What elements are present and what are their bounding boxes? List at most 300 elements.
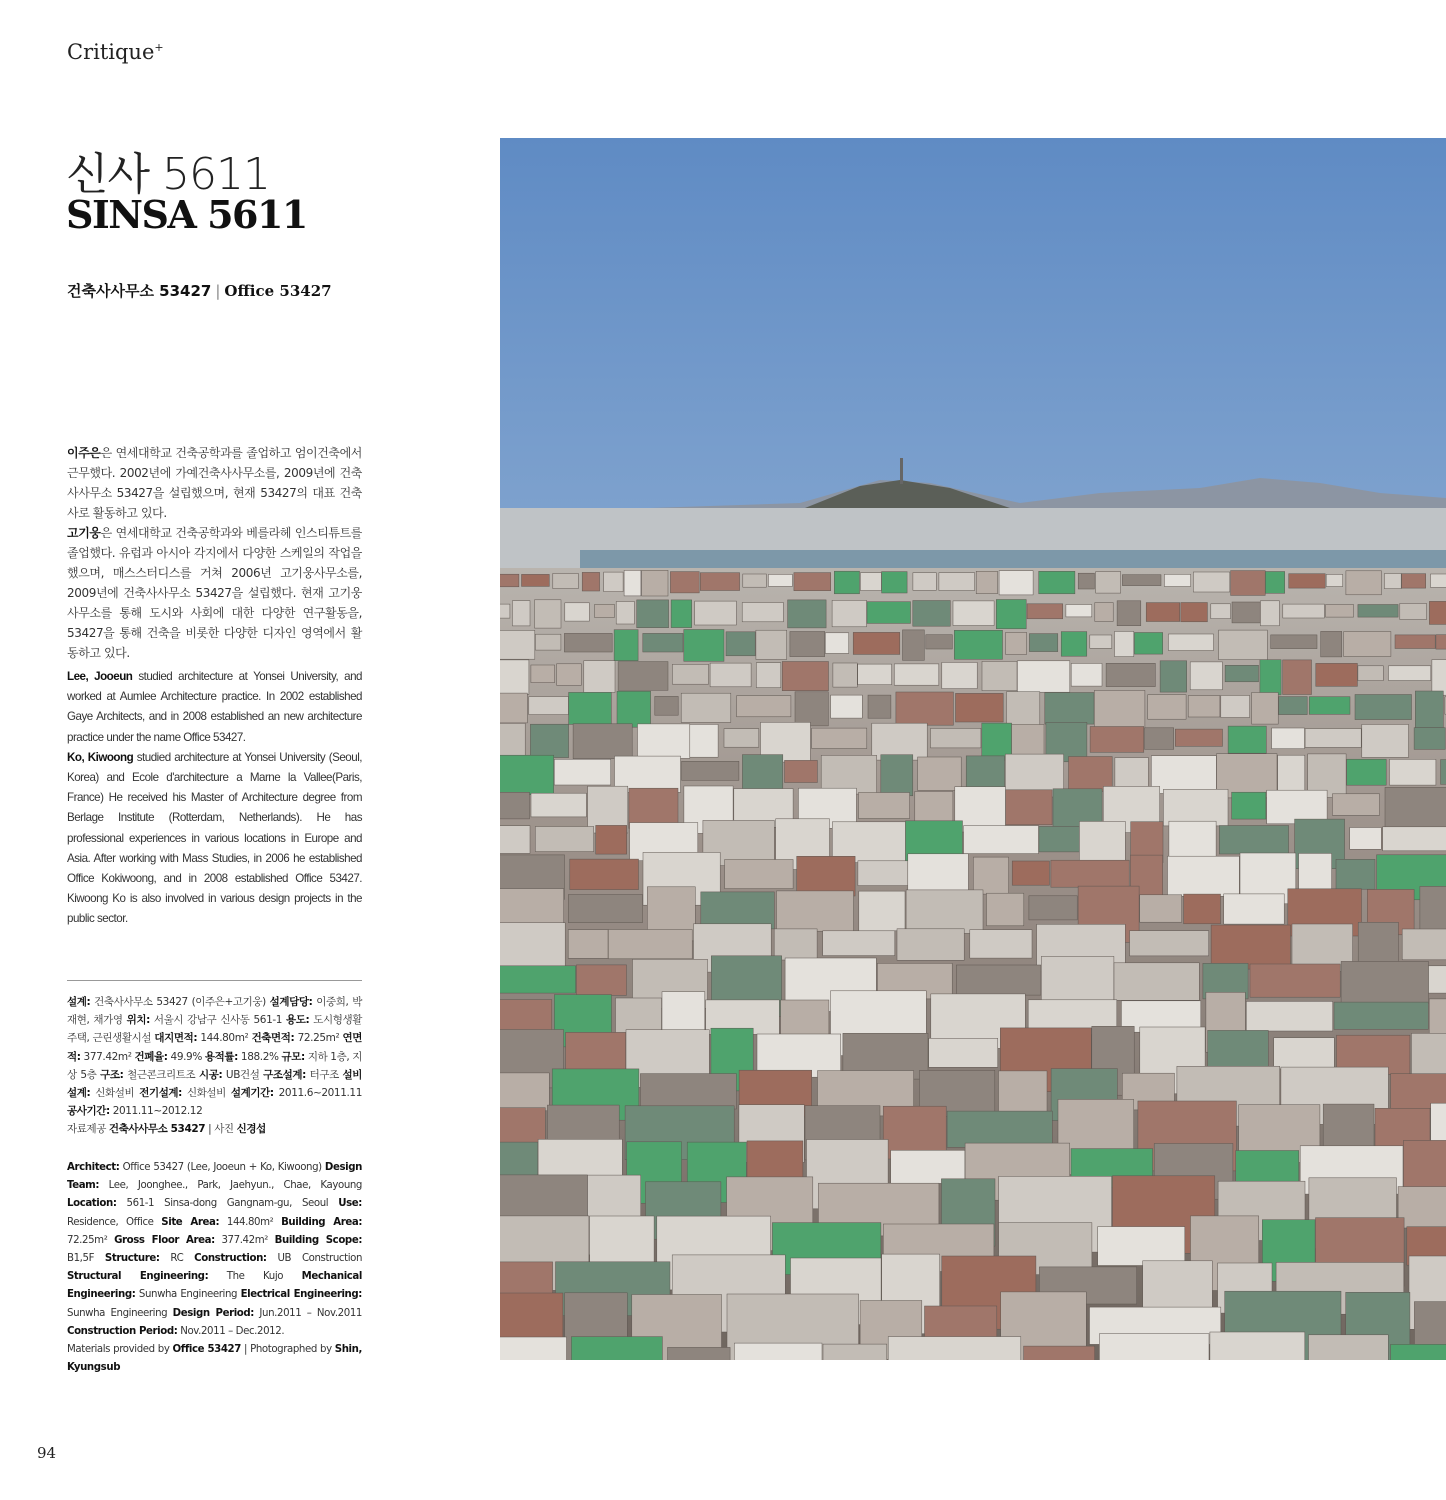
credit-value: 이중희, 박재현, 채가영: [67, 996, 362, 1027]
building: [1305, 729, 1361, 748]
building: [1190, 662, 1222, 690]
bio-paragraph: 고기웅은 연세대학교 건축공학과와 베를라헤 인스티튜트를 졸업했다. 유럽과 아시아 각지에서 다양한 스케일의 작업을 했으며, 매스스터디스를 거쳐 2006년 고기웅사무소를, 2009년에 건축사사무소 53427을 설립했다. 현재 고기웅사무소를 통해 도시와 사회에 대한 다양한 연구활동을, 53427을 통해 건축을 비롯한 다양한 디자인 영역에서 활동하고 있다.: [67, 526, 362, 660]
credit-value: 377.42m²: [80, 1050, 135, 1063]
credit-label: 설비설계:: [67, 1068, 363, 1100]
building: [795, 692, 828, 726]
credit-value: 신화설비: [90, 1087, 140, 1100]
building: [1432, 660, 1446, 696]
building: [500, 826, 530, 854]
title-english: SINSA 5611: [66, 192, 307, 237]
building: [996, 600, 1026, 629]
building: [794, 573, 831, 591]
credit-label: Building Area:: [281, 1216, 363, 1228]
building: [1390, 759, 1436, 785]
building: [1098, 1227, 1185, 1266]
building: [1398, 1187, 1446, 1228]
building: [956, 693, 1004, 722]
building: [684, 630, 724, 662]
credit-value: 144.80m²: [219, 1216, 282, 1228]
credit-value: 72.25m²: [67, 1234, 115, 1246]
building: [1039, 826, 1080, 852]
building: [1415, 691, 1443, 728]
building: [1232, 602, 1260, 623]
building: [1078, 573, 1094, 589]
credit-value: The Kujo: [208, 1271, 302, 1283]
building: [1267, 790, 1327, 824]
building: [1099, 1334, 1209, 1360]
credits-source: 자료제공 건축사사무소 53427 | 사진 신경섭: [67, 1123, 266, 1136]
bio-name: 고기웅: [67, 526, 101, 540]
building: [891, 1150, 965, 1183]
building: [1219, 630, 1268, 660]
building: [570, 859, 639, 890]
building: [576, 965, 626, 995]
firm-name: [67, 280, 332, 301]
building: [929, 1038, 998, 1067]
building: [1164, 574, 1190, 586]
building: [582, 572, 599, 591]
credit-label: 규모:: [281, 1050, 305, 1063]
credit-label: 연면적:: [67, 1032, 362, 1063]
building: [1029, 896, 1077, 920]
building: [500, 574, 519, 587]
building: [1429, 966, 1446, 993]
building: [1260, 601, 1279, 626]
divider: [67, 980, 362, 981]
building: [915, 791, 953, 821]
building: [690, 724, 718, 757]
building: [1332, 794, 1379, 816]
building: [812, 728, 867, 748]
credit-label: 건축면적:: [251, 1032, 295, 1045]
page-number: 94: [37, 1444, 57, 1462]
building: [882, 572, 908, 593]
building: [1061, 632, 1087, 657]
building: [942, 662, 977, 688]
building: [1225, 665, 1258, 682]
building: [1006, 790, 1053, 825]
building: [1279, 697, 1308, 715]
building: [964, 826, 1039, 854]
credit-value: 2011.6~2011.11: [273, 1087, 362, 1100]
building: [1146, 603, 1180, 622]
building: [742, 603, 783, 622]
credit-label: 시공:: [198, 1068, 223, 1081]
building: [618, 662, 668, 691]
building: [987, 893, 1024, 926]
building: [1115, 758, 1149, 789]
credit-value: Residence, Office: [67, 1216, 162, 1228]
bio-paragraph: Ko, Kiwoong studied architecture at Yonsei University (Seoul, Korea) and Ecole d'architecture a Marne la Vallee(Paris, France) He received his Master of Architecture degree from Berlage Institute (Rotterdam, Netherlands). He has professional experiences in various locations in Europe and Asia. After working with Mass Studies, in 2006 he established Office Kokiwoong, and in 2008 established Office 53427. Kiwoong Ko is also involved in various design projects in the public sector.: [67, 750, 362, 926]
building: [1362, 724, 1409, 757]
credit-value: Sunwha Engineering: [67, 1307, 173, 1319]
building: [913, 573, 936, 591]
building: [595, 604, 615, 617]
building: [1309, 1335, 1389, 1360]
buildings: [500, 570, 1446, 1360]
credit-label: Architect:: [67, 1162, 120, 1173]
credit-value: 561-1 Sinsa-dong Gangnam-gu, Seoul: [116, 1198, 339, 1210]
building: [834, 571, 859, 594]
building: [522, 574, 550, 586]
building: [1400, 603, 1427, 619]
building: [859, 793, 910, 819]
building: [1168, 634, 1213, 651]
credit-label: Gross Floor Area:: [114, 1234, 215, 1246]
building: [1347, 759, 1387, 785]
credit-label: Construction Period:: [67, 1325, 178, 1337]
credit-value: Sunwha Engineering: [135, 1289, 241, 1301]
building: [1402, 574, 1426, 588]
building: [569, 692, 612, 724]
building: [695, 601, 737, 625]
building: [710, 663, 751, 687]
building: [1130, 931, 1209, 956]
building: [1429, 601, 1446, 624]
building: [774, 929, 817, 960]
building: [725, 860, 794, 889]
bio-korean: [67, 443, 362, 663]
building: [1106, 663, 1155, 686]
building: [1024, 1346, 1095, 1360]
building: [1140, 895, 1182, 922]
building: [858, 861, 908, 886]
credit-value: 서울시 강남구 신사동 561-1: [149, 1014, 287, 1027]
building: [642, 570, 668, 596]
credit-label: Construction:: [194, 1253, 267, 1265]
building: [1134, 633, 1162, 655]
credit-value: 건축사사무소 53427 (이주은+고기웅): [90, 996, 270, 1008]
building: [1383, 827, 1446, 851]
credit-value: 2011.11~2012.12: [109, 1105, 203, 1118]
building: [833, 663, 857, 687]
building: [1096, 572, 1121, 594]
building: [1027, 604, 1063, 619]
credit-label: Location:: [67, 1198, 117, 1210]
credit-value: 49.9%: [167, 1050, 205, 1063]
building: [896, 692, 954, 725]
building: [535, 634, 561, 650]
credit-label: Structure:: [104, 1253, 160, 1265]
credit-value: Office 53427 (Lee, Jooeun + Ko, Kiwoong): [119, 1162, 325, 1173]
building: [1334, 1002, 1428, 1029]
building: [1346, 571, 1382, 595]
building: [1151, 756, 1216, 794]
credit-label: 구조:: [100, 1068, 124, 1081]
credit-label: Use:: [338, 1198, 362, 1210]
building: [859, 891, 905, 931]
building: [1228, 726, 1266, 753]
credit-value: 지하 1층, 지상 5층: [67, 1050, 363, 1081]
bio-english: [67, 667, 362, 930]
building: [1188, 696, 1220, 717]
building: [1221, 695, 1250, 717]
credit-label: 위치:: [126, 1014, 150, 1027]
building: [999, 571, 1033, 595]
building: [531, 793, 586, 817]
credit-value: Nov.2011 – Dec.2012.: [177, 1325, 285, 1337]
building: [557, 664, 582, 686]
building: [881, 755, 913, 796]
credits-source: Materials provided by Office 53427 | Photographed by Shin, Kyungsub: [67, 1344, 362, 1374]
credit-value: UB Construction: [266, 1253, 363, 1265]
building: [1389, 666, 1431, 681]
building: [1007, 692, 1040, 726]
credit-label: 전기설계:: [139, 1087, 182, 1100]
building: [1175, 729, 1222, 746]
building: [897, 929, 964, 961]
building: [1316, 663, 1358, 686]
credit-label: 설계:: [67, 996, 91, 1008]
building: [617, 691, 651, 727]
building: [1006, 632, 1027, 654]
bio-name: Ko, Kiwoong: [67, 750, 134, 764]
building: [604, 572, 623, 592]
building: [1336, 859, 1375, 889]
building: [1358, 605, 1398, 618]
building: [1231, 571, 1266, 596]
credit-value: 철근콘크리트조: [123, 1068, 199, 1081]
building: [1211, 604, 1231, 619]
building: [737, 696, 791, 717]
building: [903, 630, 925, 660]
building: [1326, 574, 1343, 586]
credit-value: 터구조: [305, 1068, 343, 1081]
building: [788, 600, 827, 628]
building: [529, 697, 569, 715]
credits-list: [67, 993, 362, 1120]
building: [512, 601, 530, 626]
building: [1391, 1344, 1446, 1360]
building: [1350, 828, 1382, 850]
building: [1219, 826, 1288, 855]
building: [701, 892, 775, 929]
building: [1045, 693, 1094, 725]
building: [1289, 574, 1326, 588]
building: [1260, 660, 1281, 695]
building: [888, 1337, 1021, 1360]
photo-illustration: [500, 138, 1446, 1360]
building: [1395, 635, 1435, 649]
building: [1193, 572, 1230, 592]
building: [672, 664, 708, 684]
credit-value: 144.80m²: [197, 1032, 252, 1045]
building: [564, 633, 612, 652]
credit-value: 377.42m²: [214, 1234, 275, 1246]
building: [1402, 929, 1446, 960]
building: [640, 1074, 736, 1109]
credit-label: 용적률:: [204, 1050, 238, 1063]
building: [926, 635, 953, 649]
building: [682, 761, 739, 780]
building: [565, 603, 590, 621]
building: [1344, 632, 1391, 657]
building: [1122, 575, 1161, 586]
building: [535, 600, 562, 628]
building: [1326, 605, 1354, 618]
credit-label: 설계기간:: [230, 1087, 274, 1100]
building: [894, 664, 939, 685]
firm-korean: 건축사사무소 53427: [67, 282, 212, 300]
building: [1211, 925, 1290, 969]
building: [768, 574, 792, 586]
building: [500, 1337, 567, 1360]
building: [614, 630, 638, 661]
building: [1017, 661, 1069, 692]
building: [999, 1071, 1048, 1116]
building: [1355, 695, 1412, 720]
building: [500, 966, 576, 993]
credit-value: 신화설비: [181, 1087, 231, 1100]
title-korean: 신사 5611: [66, 149, 270, 200]
section-label: Critique+: [67, 40, 164, 64]
building: [608, 930, 692, 959]
building: [734, 1343, 822, 1360]
building: [1236, 1151, 1299, 1184]
building: [637, 600, 669, 628]
building: [1436, 635, 1446, 649]
building: [500, 755, 554, 795]
building: [825, 633, 848, 654]
building: [868, 695, 891, 718]
building: [1148, 695, 1186, 720]
building: [790, 632, 825, 657]
building: [982, 661, 1017, 690]
building: [1090, 635, 1112, 648]
building: [947, 1111, 1052, 1147]
building: [1309, 697, 1350, 715]
building: [681, 693, 731, 722]
firm-english: Office 53427: [224, 282, 332, 300]
building: [1224, 894, 1285, 924]
building: [1265, 572, 1284, 594]
building: [500, 630, 535, 659]
credit-value: UB건설: [222, 1068, 264, 1081]
building: [781, 1000, 829, 1034]
credits-english: [67, 1159, 362, 1377]
bio-paragraph: Lee, Jooeun studied architecture at Yonsei University, and worked at Aumlee Architecture practice. In 2002 established Gaye Architects, and in 2008 established an new architecture practice under the name Office 53427.: [67, 670, 362, 744]
building: [918, 757, 962, 790]
credit-label: Electrical Engineering:: [240, 1289, 362, 1301]
building: [670, 572, 699, 593]
building: [553, 573, 579, 588]
bio-name: 이주은: [67, 446, 101, 460]
building: [867, 602, 911, 624]
building: [571, 1337, 662, 1360]
tower: [900, 458, 903, 484]
building: [1283, 604, 1325, 618]
building: [724, 729, 759, 748]
building: [743, 574, 767, 587]
credit-label: 구조설계:: [263, 1068, 306, 1081]
building: [643, 633, 683, 652]
building: [500, 1073, 549, 1111]
building: [976, 571, 997, 593]
building: [1250, 964, 1340, 997]
building: [756, 630, 787, 659]
building: [584, 661, 615, 693]
building: [1441, 760, 1446, 785]
building: [1029, 634, 1057, 652]
building: [782, 662, 828, 691]
building: [1071, 663, 1102, 686]
building: [668, 1347, 731, 1360]
building: [853, 632, 900, 654]
building: [1039, 571, 1075, 594]
building: [1114, 963, 1199, 1001]
building: [1341, 961, 1428, 1003]
building: [1094, 690, 1145, 729]
building: [973, 857, 1008, 894]
building: [1414, 728, 1445, 750]
building: [638, 724, 690, 759]
building: [831, 695, 863, 718]
building: [1163, 789, 1228, 826]
building: [1051, 860, 1129, 887]
building: [700, 573, 739, 591]
building: [931, 728, 981, 748]
building: [624, 570, 641, 596]
building: [1115, 631, 1134, 656]
building: [1012, 725, 1044, 757]
building: [906, 890, 983, 934]
building: [797, 856, 855, 896]
credit-label: 대지면적:: [154, 1032, 198, 1045]
credit-label: 설계담당:: [269, 996, 313, 1008]
building: [554, 759, 610, 785]
building: [954, 630, 1002, 659]
building: [1079, 821, 1125, 863]
building: [1271, 635, 1317, 649]
building: [1066, 605, 1092, 617]
building: [1184, 894, 1221, 924]
credit-label: Site Area:: [161, 1216, 220, 1228]
building: [535, 827, 593, 852]
building: [500, 723, 525, 760]
building: [823, 1344, 887, 1360]
building: [1095, 603, 1113, 622]
building: [500, 693, 527, 723]
credits-korean: [67, 993, 362, 1139]
building: [953, 601, 994, 626]
building: [568, 930, 608, 959]
building: [726, 632, 755, 656]
building: [1283, 660, 1312, 695]
building: [596, 825, 627, 854]
building: [671, 600, 692, 628]
building: [1232, 792, 1266, 819]
building: [1358, 666, 1383, 681]
aerial-city-photo: [500, 138, 1446, 1360]
credit-value: 72.25m²: [294, 1032, 343, 1045]
building: [655, 696, 678, 715]
building: [500, 660, 529, 694]
building: [1252, 693, 1279, 725]
building: [832, 600, 866, 627]
building: [858, 664, 892, 685]
building: [616, 602, 634, 625]
building: [500, 604, 510, 618]
building: [1210, 1332, 1305, 1360]
building: [1411, 1033, 1446, 1079]
building: [1181, 603, 1208, 622]
firm-separator: |: [215, 282, 221, 300]
building: [1385, 787, 1446, 830]
building: [956, 965, 1041, 995]
credit-value: 도시형생활주택, 근린생활시설: [67, 1014, 363, 1045]
credit-label: Mechanical Engineering:: [67, 1271, 362, 1301]
credit-label: 공사기간:: [67, 1105, 110, 1118]
